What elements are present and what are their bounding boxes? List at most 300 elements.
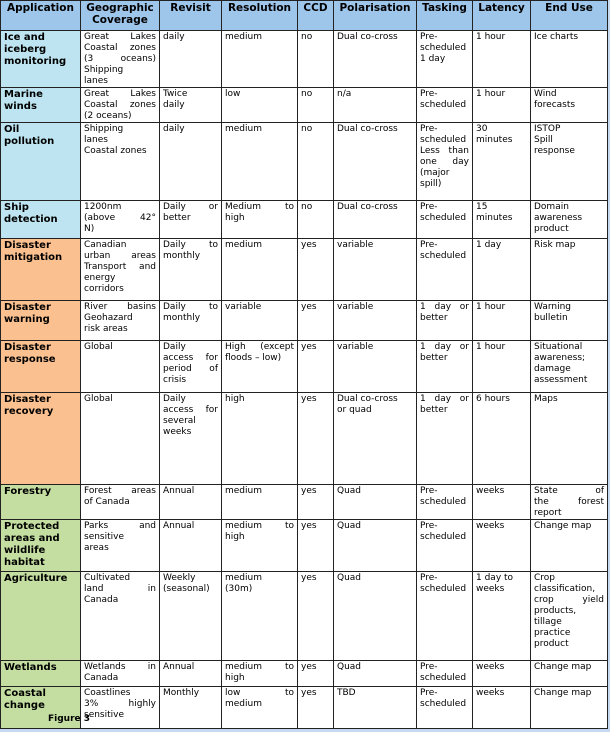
cell-line: Pre- <box>420 202 438 212</box>
cell-line: high <box>225 673 245 683</box>
cell-line: assessment <box>534 375 588 385</box>
cell-line: Disaster <box>4 240 51 251</box>
cell-end-use <box>531 123 608 201</box>
cell-tasking <box>417 572 473 661</box>
cell-line: Daily to <box>163 302 218 312</box>
cell-line: Disaster <box>4 342 51 353</box>
cell-polarisation <box>334 341 417 393</box>
cell-latency <box>473 201 531 239</box>
cell-line: weeks <box>163 427 192 437</box>
cell-line: high <box>225 394 245 404</box>
cell-line: Wind <box>534 89 557 99</box>
cell-revisit <box>160 393 222 485</box>
cell-resolution <box>222 341 298 393</box>
cell-line: Monthly <box>163 688 200 698</box>
cell-line: Coastal zones <box>84 100 156 110</box>
cell-line: variable <box>337 302 374 312</box>
cell-line: TBD <box>337 688 356 698</box>
cell-line: medium <box>225 124 262 134</box>
cell-geographic-coverage <box>81 31 160 88</box>
cell-tasking <box>417 393 473 485</box>
cell-line: Annual <box>163 521 195 531</box>
cell-polarisation <box>334 572 417 661</box>
header-latency: Latency <box>473 1 531 31</box>
figure-caption: Figure 3 <box>48 714 91 724</box>
cell-ccd: yes <box>298 687 334 729</box>
header-row <box>1 1 608 31</box>
table-row <box>1 201 608 239</box>
cell-tasking <box>417 123 473 201</box>
table-row <box>1 485 608 520</box>
cell-resolution <box>222 661 298 687</box>
cell-line: lanes <box>84 76 108 86</box>
cell-line: variable <box>225 302 262 312</box>
cell-line: scheduled <box>420 100 467 110</box>
cell-line: 1 day or <box>420 302 469 312</box>
cell-line: sensitive <box>84 710 125 720</box>
cell-revisit <box>160 301 222 341</box>
cell-latency <box>473 520 531 572</box>
cell-line: Less than <box>420 146 469 156</box>
cell-revisit <box>160 239 222 301</box>
cell-latency <box>473 341 531 393</box>
cell-line: Risk map <box>534 240 576 250</box>
cell-line: sensitive <box>84 532 125 542</box>
cell-end-use <box>531 341 608 393</box>
cell-polarisation <box>334 88 417 123</box>
cell-line: Daily or <box>163 202 218 212</box>
cell-application <box>1 661 81 687</box>
table-row <box>1 661 608 687</box>
cell-line: mitigation <box>4 252 63 263</box>
cell-line: Maps <box>534 394 558 404</box>
cell-line: 6 hours <box>476 394 510 404</box>
cell-line: variable <box>337 342 374 352</box>
cell-ccd: no <box>298 123 334 201</box>
cell-resolution <box>222 88 298 123</box>
cell-line: Global <box>84 342 113 352</box>
cell-end-use <box>531 301 608 341</box>
cell-line: Transport and <box>84 262 156 272</box>
cell-line: Coastal zones <box>84 146 147 156</box>
table-row <box>1 687 608 729</box>
cell-application <box>1 341 81 393</box>
cell-line: Cultivated <box>84 573 131 583</box>
cell-revisit <box>160 201 222 239</box>
cell-revisit <box>160 485 222 520</box>
cell-line: Spill <box>534 135 553 145</box>
cell-polarisation <box>334 687 417 729</box>
cell-line: better <box>420 405 448 415</box>
cell-line: medium to <box>225 662 294 672</box>
cell-line: Shipping <box>84 124 124 134</box>
cell-line: scheduled <box>420 43 467 53</box>
cell-line: Oil <box>4 124 20 135</box>
cell-line: Quad <box>337 573 362 583</box>
cell-line: or quad <box>337 405 372 415</box>
table-row <box>1 31 608 88</box>
cell-application <box>1 485 81 520</box>
cell-line: Global <box>84 394 113 404</box>
cell-end-use <box>531 572 608 661</box>
cell-line: change <box>4 700 45 711</box>
cell-line: Wetlands <box>4 662 57 673</box>
header-end-use: End Use <box>531 1 608 31</box>
cell-line: Parks and <box>84 521 156 531</box>
cell-line: Pre- <box>420 89 438 99</box>
cell-revisit <box>160 572 222 661</box>
cell-polarisation <box>334 31 417 88</box>
cell-line: Agriculture <box>4 573 68 584</box>
cell-line: Ice and <box>4 32 45 43</box>
cell-line: weeks <box>476 662 505 672</box>
cell-line: (2 oceans) <box>84 111 132 121</box>
cell-latency <box>473 661 531 687</box>
cell-line: Forest areas <box>84 486 156 496</box>
cell-latency <box>473 485 531 520</box>
cell-line: Shipping <box>84 65 124 75</box>
header-geographic-coverage: Geographic Coverage <box>81 1 160 31</box>
cell-revisit <box>160 31 222 88</box>
table-row <box>1 301 608 341</box>
cell-line: weeks <box>476 486 505 496</box>
cell-line: risk areas <box>84 324 128 334</box>
cell-line: response <box>4 354 56 365</box>
cell-line: Medium to <box>225 202 294 212</box>
cell-geographic-coverage <box>81 88 160 123</box>
cell-ccd: yes <box>298 239 334 301</box>
cell-tasking <box>417 341 473 393</box>
cell-line: 1 day to <box>476 573 514 583</box>
table-row <box>1 520 608 572</box>
cell-line: (30m) <box>225 584 253 594</box>
cell-latency <box>473 88 531 123</box>
cell-line: medium <box>225 486 262 496</box>
cell-line: of Canada <box>84 497 130 507</box>
cell-end-use <box>531 239 608 301</box>
cell-polarisation <box>334 301 417 341</box>
cell-line: Warning <box>534 302 572 312</box>
cell-end-use <box>531 687 608 729</box>
cell-line: High (except <box>225 342 294 352</box>
table-row <box>1 393 608 485</box>
cell-line: medium <box>225 240 262 250</box>
cell-latency <box>473 123 531 201</box>
cell-resolution <box>222 687 298 729</box>
cell-line: Weekly <box>163 573 196 583</box>
cell-line: Great Lakes <box>84 32 156 42</box>
cell-line: 1200nm <box>84 202 122 212</box>
cell-geographic-coverage <box>81 687 160 729</box>
cell-line: Change map <box>534 662 592 672</box>
cell-application <box>1 201 81 239</box>
cell-line: Daily <box>163 342 186 352</box>
cell-line: ISTOP <box>534 124 561 134</box>
cell-line: Marine <box>4 89 43 100</box>
cell-line: Daily to <box>163 240 218 250</box>
cell-revisit <box>160 520 222 572</box>
cell-geographic-coverage <box>81 123 160 201</box>
cell-line: Coastal <box>4 688 46 699</box>
cell-line: one day <box>420 157 469 167</box>
cell-line: 1 hour <box>476 342 506 352</box>
cell-line: bulletin <box>534 313 568 323</box>
cell-line: Pre- <box>420 521 438 531</box>
cell-line: spill) <box>420 179 442 189</box>
cell-line: 1 hour <box>476 32 506 42</box>
cell-ccd: yes <box>298 485 334 520</box>
cell-tasking <box>417 661 473 687</box>
cell-end-use <box>531 88 608 123</box>
cell-line: 1 day or <box>420 342 469 352</box>
table-body <box>1 31 608 729</box>
cell-line: better <box>420 353 448 363</box>
cell-tasking <box>417 687 473 729</box>
cell-geographic-coverage <box>81 661 160 687</box>
cell-ccd: no <box>298 31 334 88</box>
cell-polarisation <box>334 201 417 239</box>
cell-line: (major <box>420 168 450 178</box>
cell-latency <box>473 393 531 485</box>
cell-tasking <box>417 239 473 301</box>
cell-ccd: yes <box>298 341 334 393</box>
cell-latency <box>473 239 531 301</box>
cell-ccd: yes <box>298 393 334 485</box>
cell-latency <box>473 687 531 729</box>
cell-tasking <box>417 520 473 572</box>
cell-geographic-coverage <box>81 201 160 239</box>
cell-line: product <box>534 639 569 649</box>
cell-line: Coastal zones <box>84 43 156 53</box>
cell-line: Dual co-cross <box>337 202 398 212</box>
cell-end-use <box>531 661 608 687</box>
cell-line: detection <box>4 214 58 225</box>
cell-line: Canada <box>84 673 119 683</box>
cell-line: n/a <box>337 89 352 99</box>
cell-line: Annual <box>163 662 195 672</box>
cell-line: high <box>225 532 245 542</box>
cell-line: 1 day <box>420 54 446 64</box>
table-row <box>1 123 608 201</box>
cell-line: Pre- <box>420 124 438 134</box>
cell-line: (above 42° <box>84 213 156 223</box>
cell-line: 1 day or <box>420 394 469 404</box>
cell-line: Pre- <box>420 240 438 250</box>
cell-line: crop yield <box>534 595 604 605</box>
cell-line: areas and <box>4 533 60 544</box>
cell-line: Disaster <box>4 394 51 405</box>
cell-line: Geohazard <box>84 313 133 323</box>
cell-geographic-coverage <box>81 520 160 572</box>
cell-line: Pre- <box>420 573 438 583</box>
cell-end-use <box>531 520 608 572</box>
cell-line: Protected <box>4 521 60 532</box>
cell-line: habitat <box>4 557 45 568</box>
cell-line: monthly <box>163 313 201 323</box>
cell-line: 1 hour <box>476 302 506 312</box>
cell-application <box>1 123 81 201</box>
cell-revisit <box>160 123 222 201</box>
cell-line: Quad <box>337 662 362 672</box>
cell-line: Pre- <box>420 32 438 42</box>
cell-line: medium <box>225 699 262 709</box>
cell-line: Pre- <box>420 662 438 672</box>
cell-line: Coastlines <box>84 688 131 698</box>
cell-line: 3% highly <box>84 699 156 709</box>
cell-line: Change map <box>534 521 592 531</box>
table-row <box>1 239 608 301</box>
cell-line: weeks <box>476 584 505 594</box>
cell-resolution <box>222 520 298 572</box>
cell-tasking <box>417 31 473 88</box>
table-row <box>1 572 608 661</box>
cell-application <box>1 393 81 485</box>
cell-line: medium to <box>225 521 294 531</box>
cell-geographic-coverage <box>81 239 160 301</box>
cell-resolution <box>222 485 298 520</box>
cell-line: Pre- <box>420 688 438 698</box>
cell-line: Canadian <box>84 240 127 250</box>
cell-line: Wetlands in <box>84 662 156 672</box>
cell-line: weeks <box>476 688 505 698</box>
cell-tasking <box>417 301 473 341</box>
cell-line: weeks <box>476 521 505 531</box>
cell-line: lanes <box>84 135 108 145</box>
cell-geographic-coverage <box>81 301 160 341</box>
cell-line: low <box>225 89 241 99</box>
cell-revisit <box>160 341 222 393</box>
cell-line: Daily <box>163 394 186 404</box>
cell-line: better <box>420 313 448 323</box>
cell-line: minutes <box>476 213 513 223</box>
header-polarisation: Polarisation <box>334 1 417 31</box>
cell-line: Situational <box>534 342 583 352</box>
cell-line: damage <box>534 364 571 374</box>
cell-revisit <box>160 88 222 123</box>
cell-line: Ice charts <box>534 32 579 42</box>
cell-line: Quad <box>337 521 362 531</box>
cell-line: monthly <box>163 251 201 261</box>
header-tasking: Tasking <box>417 1 473 31</box>
header-revisit: Revisit <box>160 1 222 31</box>
cell-line: response <box>534 146 575 156</box>
cell-resolution <box>222 123 298 201</box>
cell-line: Great Lakes <box>84 89 156 99</box>
cell-application <box>1 572 81 661</box>
cell-line: variable <box>337 240 374 250</box>
cell-line: product <box>534 224 569 234</box>
cell-line: scheduled <box>420 699 467 709</box>
cell-end-use <box>531 485 608 520</box>
cell-tasking <box>417 485 473 520</box>
cell-line: access for <box>163 405 218 415</box>
cell-line: Quad <box>337 486 362 496</box>
cell-line: low to <box>225 688 294 698</box>
cell-application <box>1 31 81 88</box>
cell-ccd: yes <box>298 572 334 661</box>
cell-line: Disaster <box>4 302 51 313</box>
cell-line: pollution <box>4 136 55 147</box>
cell-line: warning <box>4 314 50 325</box>
cell-line: crisis <box>163 375 187 385</box>
cell-line: scheduled <box>420 497 467 507</box>
cell-polarisation <box>334 393 417 485</box>
cell-geographic-coverage <box>81 572 160 661</box>
cell-line: monitoring <box>4 56 67 67</box>
cell-line: urban areas <box>84 251 156 261</box>
cell-geographic-coverage <box>81 341 160 393</box>
cell-line: scheduled <box>420 251 467 261</box>
cell-line: daily <box>163 100 185 110</box>
cell-line: corridors <box>84 284 124 294</box>
cell-polarisation <box>334 123 417 201</box>
cell-line: medium <box>225 573 262 583</box>
cell-line: Pre- <box>420 486 438 496</box>
cell-resolution <box>222 31 298 88</box>
cell-revisit <box>160 687 222 729</box>
cell-polarisation <box>334 485 417 520</box>
cell-line: scheduled <box>420 673 467 683</box>
cell-line: Ship <box>4 202 29 213</box>
cell-latency <box>473 31 531 88</box>
cell-line: scheduled <box>420 584 467 594</box>
cell-line: the forest report <box>534 497 604 518</box>
cell-line: 1 hour <box>476 89 506 99</box>
cell-line: 30 <box>476 124 488 134</box>
cell-line: State of <box>534 486 604 496</box>
cell-line: Forestry <box>4 486 52 497</box>
cell-application <box>1 239 81 301</box>
cell-line: Dual co-cross <box>337 32 398 42</box>
cell-line: areas <box>84 543 109 553</box>
cell-geographic-coverage <box>81 485 160 520</box>
cell-line: River basins <box>84 302 156 312</box>
cell-end-use <box>531 31 608 88</box>
cell-line: medium <box>225 32 262 42</box>
cell-line: N) <box>84 224 95 234</box>
cell-line: Change map <box>534 688 592 698</box>
cell-polarisation <box>334 239 417 301</box>
header-resolution: Resolution <box>222 1 298 31</box>
cell-polarisation <box>334 661 417 687</box>
cell-geographic-coverage <box>81 393 160 485</box>
cell-line: several <box>163 416 196 426</box>
cell-line: wildlife <box>4 545 46 556</box>
cell-line: awareness <box>534 213 583 223</box>
cell-line: period of <box>163 364 218 374</box>
cell-resolution <box>222 572 298 661</box>
header-ccd: CCD <box>298 1 334 31</box>
cell-line: Annual <box>163 486 195 496</box>
cell-line: Domain <box>534 202 569 212</box>
cell-line: products, <box>534 606 577 616</box>
cell-ccd: no <box>298 201 334 239</box>
cell-line: Dual co-cross <box>337 394 398 404</box>
cell-line: tillage <box>534 617 562 627</box>
cell-tasking <box>417 88 473 123</box>
cell-line: Dual co-cross <box>337 124 398 134</box>
cell-application <box>1 520 81 572</box>
cell-line: access for <box>163 353 218 363</box>
cell-line: land in <box>84 584 156 594</box>
cell-polarisation <box>334 520 417 572</box>
cell-line: high <box>225 213 245 223</box>
header-application: Application <box>1 1 81 31</box>
cell-latency <box>473 572 531 661</box>
cell-line: scheduled <box>420 213 467 223</box>
table-row <box>1 341 608 393</box>
cell-end-use <box>531 393 608 485</box>
